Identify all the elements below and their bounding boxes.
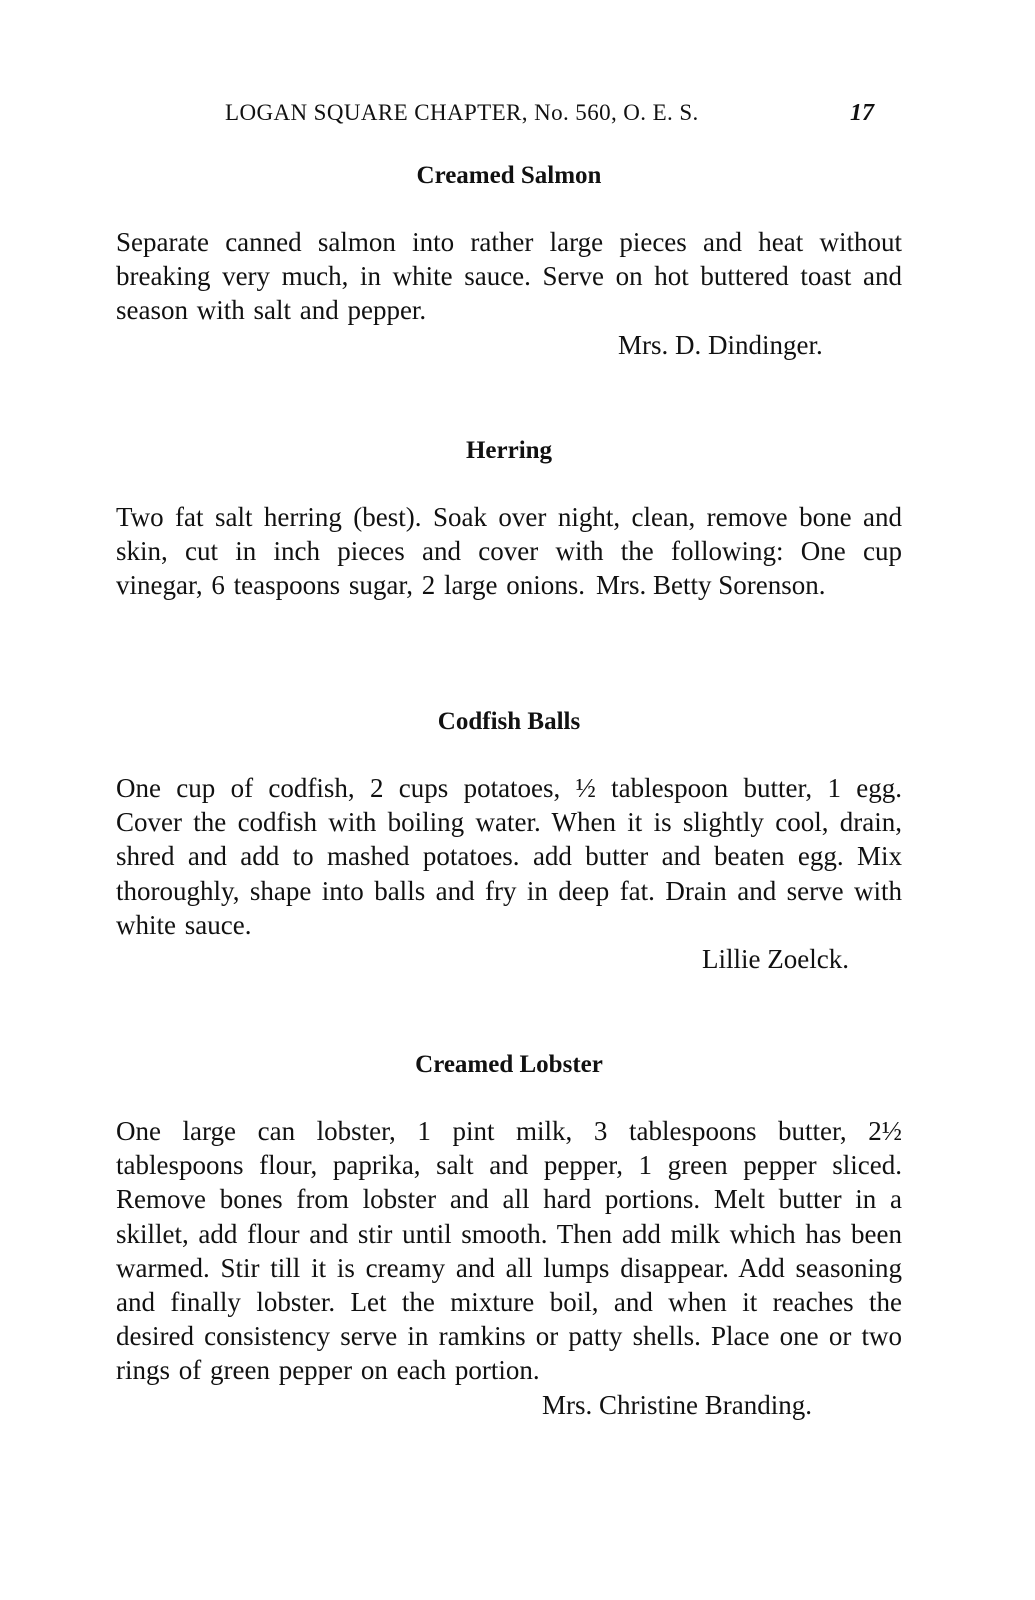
recipe-title: Creamed Salmon — [416, 162, 602, 189]
recipe-author: Mrs. Betty Sorenson. — [596, 570, 826, 601]
recipe-title: Herring — [465, 437, 553, 464]
recipe-body: One cup of codfish, 2 cups potatoes, ½ tablespoon butter, 1 egg. Cover the codfish with boiling water. When it is slightly cool, drain, shred and add to mashed potatoes. add butter and beaten egg. Mix thoroughly, shape into balls and fry in deep fat. Drain and serve with white sauce. — [116, 773, 902, 940]
recipe-author: Lillie Zoelck. — [702, 944, 849, 975]
recipe-creamed-salmon — [116, 161, 902, 362]
recipe-body: One large can lobster, 1 pint milk, 3 tablespoons butter, 2½ tablespoons flour, paprika, salt and pepper, 1 green pepper sliced. Remove bones from lobster and all hard portions. Melt butter in a skillet, add flour and stir until smooth. Then add milk which has been warmed. Stir till it is creamy and all lumps disappear. Add seasoning and finally lobster. Let the mixture boil, and when it reaches the desired consistency serve in ramkins or patty shells. Place one or two rings of green pepper on each portion. — [116, 1116, 902, 1386]
recipe-body: Two fat salt herring (best). Soak over night, clean, remove bone and skin, cut in inch pieces and cover with the following: One cup vinegar, 6 teaspoons sugar, 2 large onions. — [116, 502, 902, 601]
recipe-author: Mrs. Christine Branding. — [542, 1389, 812, 1420]
recipe-author: Mrs. D. Dindinger. — [618, 329, 823, 360]
recipe-creamed-lobster — [116, 1050, 902, 1422]
recipe-title: Codfish Balls — [437, 708, 581, 735]
recipe-herring — [116, 436, 902, 603]
recipe-title: Creamed Lobster — [415, 1051, 603, 1078]
recipe-codfish-balls — [116, 707, 902, 976]
recipe-body: Separate canned salmon into rather large pieces and heat without breaking very much, in white sauce. Serve on hot buttered toast and season with salt and pepper. — [116, 227, 902, 326]
page-number: 17 — [850, 100, 874, 126]
running-head: LOGAN SQUARE CHAPTER, No. 560, O. E. S. — [225, 100, 699, 125]
